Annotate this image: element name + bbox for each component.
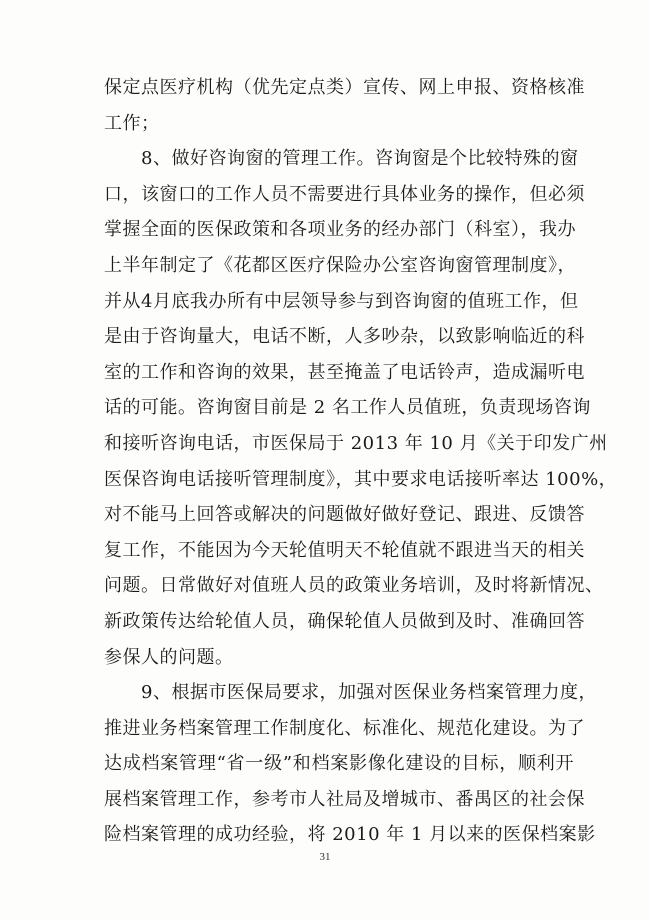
text-line: 达成档案管理“省一级”和档案影像化建设的目标，顺利开	[104, 753, 574, 775]
text-line: 掌握全面的医保政策和各项业务的经办部门（科室），我办	[104, 219, 576, 241]
text-line: 参保人的问题。	[104, 646, 234, 668]
text-line: 对不能马上回答或解决的问题做好做好登记、跟进、反馈答	[104, 504, 585, 526]
text-line: 口，该窗口的工作人员不需要进行具体业务的操作，但必须	[104, 183, 585, 205]
text-line: 话的可能。咨询窗目前是 2 名工作人员值班，负责现场咨询	[104, 397, 591, 419]
text-line: 9、根据市医保局要求，加强对医保业务档案管理力度，	[141, 682, 597, 704]
text-line: 医保咨询电话接听管理制度》，其中要求电话接听率达 100%，	[104, 468, 618, 490]
text-line: 保定点医疗机构（优先定点类）宣传、网上申报、资格核准	[104, 77, 585, 98]
text-line: 复工作，不能因为今天轮值明天不轮值就不跟进当天的相关	[104, 539, 585, 561]
text-line: 险档案管理的成功经验，将 2010 年 1 月以来的医保档案影	[104, 824, 596, 846]
text-line: 并从4月底我办所有中层领导参与到咨询窗的值班工作，但	[104, 290, 579, 312]
text-line: 展档案管理工作，参考市人社局及增城市、番禺区的社会保	[104, 788, 585, 810]
text-line: 8、做好咨询窗的管理工作。咨询窗是个比较特殊的窗	[141, 148, 579, 170]
text-line: 室的工作和咨询的效果，甚至掩盖了电话铃声，造成漏听电	[104, 361, 585, 383]
page-number: 31	[319, 851, 331, 863]
text-line: 新政策传达给轮值人员，确保轮值人员做到及时、准确回答	[104, 610, 585, 632]
text-line: 问题。日常做好对值班人员的政策业务培训，及时将新情况、	[104, 575, 604, 597]
text-line: 工作；	[104, 112, 160, 134]
text-line: 和接听咨询电话，市医保局于 2013 年 10 月《关于印发广州	[104, 432, 608, 454]
text-line: 是由于咨询量大，电话不断，人多吵杂，以致影响临近的科	[104, 326, 585, 348]
body-text	[104, 70, 618, 853]
text-line: 上半年制定了《花都区医疗保险办公室咨询窗管理制度》，	[104, 254, 576, 276]
text-line: 推进业务档案管理工作制度化、标准化、规范化建设。为了	[104, 717, 585, 739]
